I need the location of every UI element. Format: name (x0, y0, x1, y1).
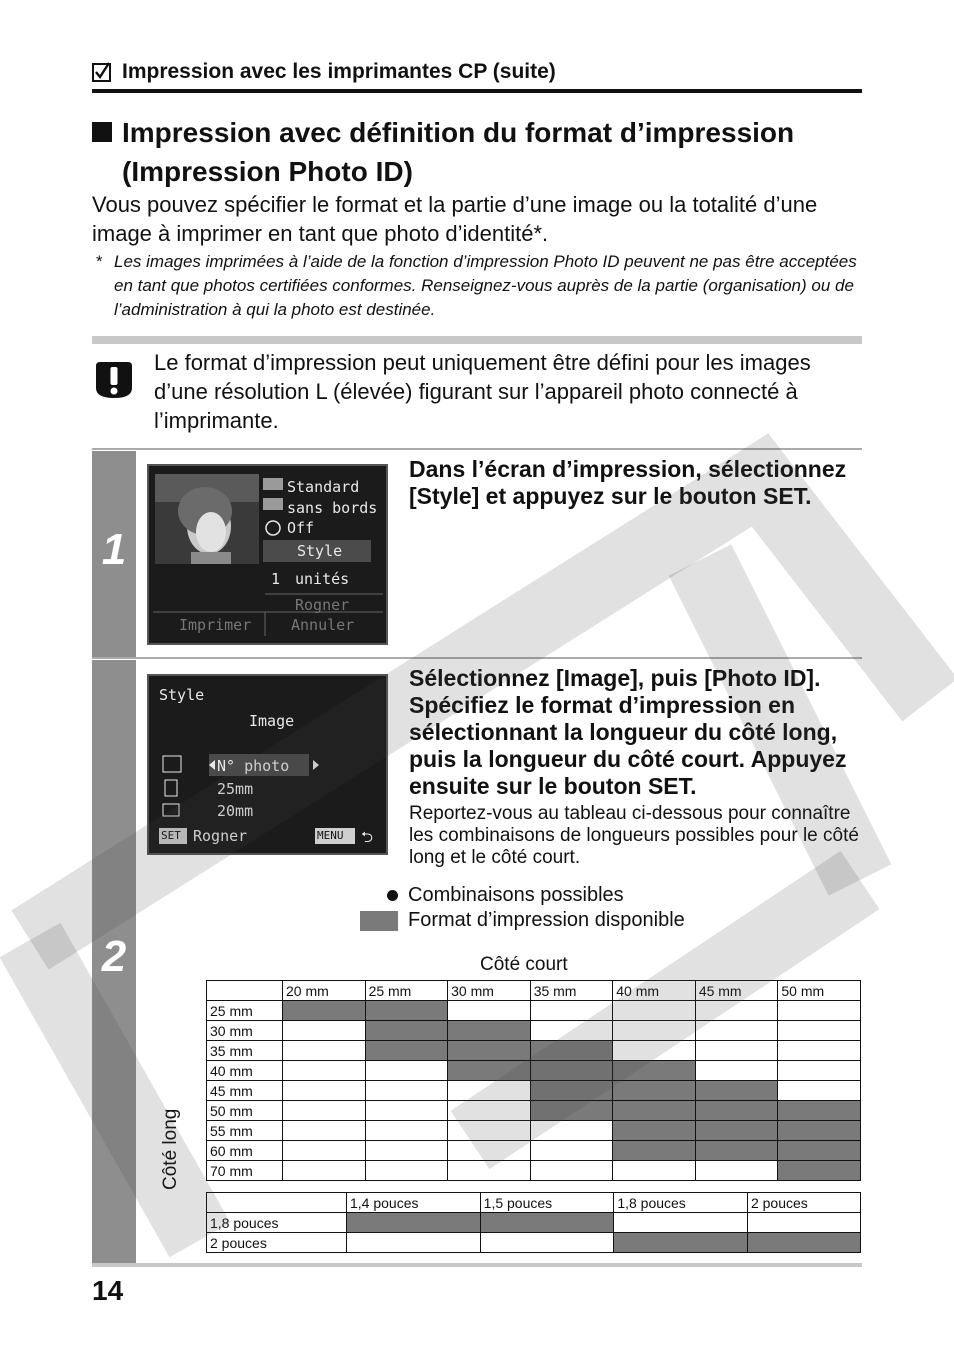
screen-print: Imprimer (179, 616, 252, 634)
table-row (207, 1233, 861, 1253)
row-label: 2 pouces (207, 1233, 347, 1253)
table-cell (283, 1041, 366, 1061)
available-format-cell (778, 1101, 861, 1121)
divider-2 (92, 657, 862, 659)
table-row (207, 1213, 861, 1233)
row-label: 45 mm (207, 1081, 283, 1101)
available-format-cell (695, 1101, 778, 1121)
available-format-cell (695, 1121, 778, 1141)
step-2-body: Reportez-vous au tableau ci-dessous pour connaître les combinaisons de longueurs possibles pour le côté long et le côté court. (409, 803, 859, 868)
caution-icon (94, 360, 134, 400)
row-label: 35 mm (207, 1041, 283, 1061)
metric-size-table (206, 980, 861, 1181)
table-cell (530, 1021, 613, 1041)
screen-off: Off (287, 519, 315, 537)
available-format-cell (614, 1233, 748, 1253)
table-row (207, 1101, 861, 1121)
available-format-cell (695, 1081, 778, 1101)
table-cell (448, 1161, 531, 1181)
table-corner-cell (207, 1193, 347, 1213)
legend-available-text: Format d’impression disponible (408, 909, 685, 931)
available-format-cell (448, 1061, 531, 1081)
table-cell (283, 1121, 366, 1141)
row-label: 70 mm (207, 1161, 283, 1181)
legend-possible-text: Combinaisons possibles (408, 884, 624, 906)
section-title-line2: (Impression Photo ID) (122, 156, 413, 187)
available-format-cell (613, 1061, 696, 1081)
row-label: 40 mm (207, 1061, 283, 1081)
section-title-line1: Impression avec définition du format d’impression (122, 117, 795, 148)
divider-1 (92, 448, 862, 450)
table-cell (695, 1001, 778, 1021)
table-cell (347, 1233, 481, 1253)
screen-units: unités (295, 570, 350, 588)
available-format-cell (365, 1001, 448, 1021)
intro-text: Vous pouvez spécifier le format et la partie d’une image ou la totalité d’une image à imprimer en tant que photo d’identité*. (92, 192, 818, 246)
table-cell (283, 1161, 366, 1181)
available-format-cell (480, 1213, 614, 1233)
table-cell (480, 1233, 614, 1253)
table-cell (365, 1161, 448, 1181)
table-cell (283, 1061, 366, 1081)
table-cell (530, 1001, 613, 1021)
screen2-image: Image (249, 712, 295, 730)
screen-sans-bords: sans bords (287, 499, 378, 517)
table-cell (747, 1213, 860, 1233)
column-header: 1,8 pouces (614, 1193, 748, 1213)
table-cell (695, 1041, 778, 1061)
table-row (207, 1121, 861, 1141)
available-format-cell (530, 1061, 613, 1081)
table-cell (530, 1141, 613, 1161)
row-label: 60 mm (207, 1141, 283, 1161)
table-row (207, 1161, 861, 1181)
legend-possible (360, 884, 624, 907)
table-cell (778, 1061, 861, 1081)
table-cell (448, 1001, 531, 1021)
bottom-rule (92, 1263, 862, 1267)
step-1-heading: Dans l’écran d’impression, sélectionnez [Style] et appuyez sur le bouton SET. (409, 456, 847, 509)
screen-standard: Standard (287, 478, 360, 496)
table-cell (695, 1061, 778, 1081)
table-corner-cell (207, 981, 283, 1001)
available-format-cell (530, 1081, 613, 1101)
screen-crop: Rogner (295, 596, 350, 614)
available-format-cell (347, 1213, 481, 1233)
available-format-cell (778, 1141, 861, 1161)
table-cell (778, 1081, 861, 1101)
footnote (96, 250, 862, 322)
available-format-cell (613, 1141, 696, 1161)
table-cell (283, 1081, 366, 1101)
step-2-screen (147, 674, 388, 855)
table-cell (365, 1101, 448, 1121)
available-format-cell (778, 1121, 861, 1141)
step-1-screen (147, 464, 388, 645)
screen2-menu: MENU (317, 829, 344, 842)
column-header: 1,4 pouces (347, 1193, 481, 1213)
available-format-cell (365, 1041, 448, 1061)
column-header: 50 mm (778, 981, 861, 1001)
step-2-number: 2 (101, 932, 127, 981)
table-cell (283, 1101, 366, 1121)
column-header: 30 mm (448, 981, 531, 1001)
available-format-cell (613, 1101, 696, 1121)
screen2-long: 25mm (217, 780, 254, 798)
column-header: 25 mm (365, 981, 448, 1001)
row-label: 25 mm (207, 1001, 283, 1021)
screen-cancel: Annuler (291, 616, 355, 634)
row-label: 55 mm (207, 1121, 283, 1141)
table-row (207, 1141, 861, 1161)
table-cell (448, 1081, 531, 1101)
legend-swatch (360, 911, 398, 931)
column-header: 1,5 pouces (480, 1193, 614, 1213)
table-header-row (207, 981, 861, 1001)
available-format-cell (778, 1161, 861, 1181)
caution-text: Le format d’impression peut uniquement être défini pour les images d’une résolution L (élevée) figurant sur l’appareil photo connecté à l’imprimante. (154, 350, 811, 433)
row-label: 30 mm (207, 1021, 283, 1041)
table-cell (283, 1141, 366, 1161)
screen2-short: 20mm (217, 802, 254, 820)
table-cell (365, 1141, 448, 1161)
table-cell (283, 1021, 366, 1041)
caution-box (92, 346, 862, 448)
screen2-photo: N° photo (217, 757, 290, 775)
checkbox-icon (92, 61, 112, 83)
screen-style: Style (297, 542, 343, 560)
page-number: 14 (92, 1275, 124, 1306)
table-cell (695, 1161, 778, 1181)
page-header (92, 55, 862, 93)
table-cell (530, 1121, 613, 1141)
column-header: 35 mm (530, 981, 613, 1001)
available-format-cell (530, 1041, 613, 1061)
table-cell (778, 1021, 861, 1041)
screen2-set: SET (161, 829, 181, 842)
table-cell (778, 1041, 861, 1061)
available-format-cell (695, 1141, 778, 1161)
table-cell (530, 1161, 613, 1181)
table-cell (613, 1021, 696, 1041)
screen2-style: Style (159, 686, 205, 704)
table-row (207, 1061, 861, 1081)
title-bullet (92, 122, 112, 142)
table-cell (614, 1213, 748, 1233)
table-cell (448, 1101, 531, 1121)
available-format-cell (365, 1021, 448, 1041)
table-cell (613, 1161, 696, 1181)
column-header: 45 mm (695, 981, 778, 1001)
table-cell (778, 1001, 861, 1021)
footnote-text: Les images imprimées à l’aide de la fonction d’impression Photo ID peuvent ne pas être acceptées en tant que photos certifiées conformes. Renseignez-vous auprès de la partie (organisation) ou de l’administration à qui la photo est destinée. (114, 252, 857, 319)
footnote-mark: * (96, 252, 103, 271)
section-title (92, 113, 862, 191)
available-format-cell (747, 1233, 860, 1253)
bullet-icon (387, 890, 398, 901)
header-title: Impression avec les imprimantes CP (suite) (122, 60, 556, 83)
legend-available (360, 909, 685, 932)
table-cell (365, 1061, 448, 1081)
table-cell (695, 1021, 778, 1041)
table-cell (365, 1081, 448, 1101)
table-row (207, 1021, 861, 1041)
table-row (207, 1001, 861, 1021)
row-label: 50 mm (207, 1101, 283, 1121)
step-2-heading: Sélectionnez [Image], puis [Photo ID]. Spécifiez le format d’impression en sélectionnant la longueur du côté long, puis la longueur du côté court. Appuyez ensuite sur le bouton SET. (409, 665, 847, 799)
table-cell (448, 1141, 531, 1161)
available-format-cell (283, 1001, 366, 1021)
caution-top-rule (92, 336, 862, 344)
row-label: 1,8 pouces (207, 1213, 347, 1233)
table-cell (448, 1121, 531, 1141)
table-header-row (207, 1193, 861, 1213)
available-format-cell (530, 1101, 613, 1121)
caption-long-side: Côté long (160, 1108, 181, 1190)
step-1-number: 1 (101, 525, 127, 574)
screen2-crop: Rogner (193, 827, 248, 845)
return-icon: ⮌ (361, 828, 374, 846)
screen-count: 1 (271, 570, 281, 588)
column-header: 2 pouces (747, 1193, 860, 1213)
table-cell (365, 1121, 448, 1141)
column-header: 20 mm (283, 981, 366, 1001)
column-header: 40 mm (613, 981, 696, 1001)
available-format-cell (448, 1041, 531, 1061)
caption-short-side: Côté court (480, 954, 568, 975)
table-row (207, 1041, 861, 1061)
available-format-cell (613, 1121, 696, 1141)
available-format-cell (448, 1021, 531, 1041)
table-row (207, 1081, 861, 1101)
inch-size-table (206, 1192, 861, 1253)
table-cell (613, 1041, 696, 1061)
available-format-cell (613, 1081, 696, 1101)
table-cell (613, 1001, 696, 1021)
